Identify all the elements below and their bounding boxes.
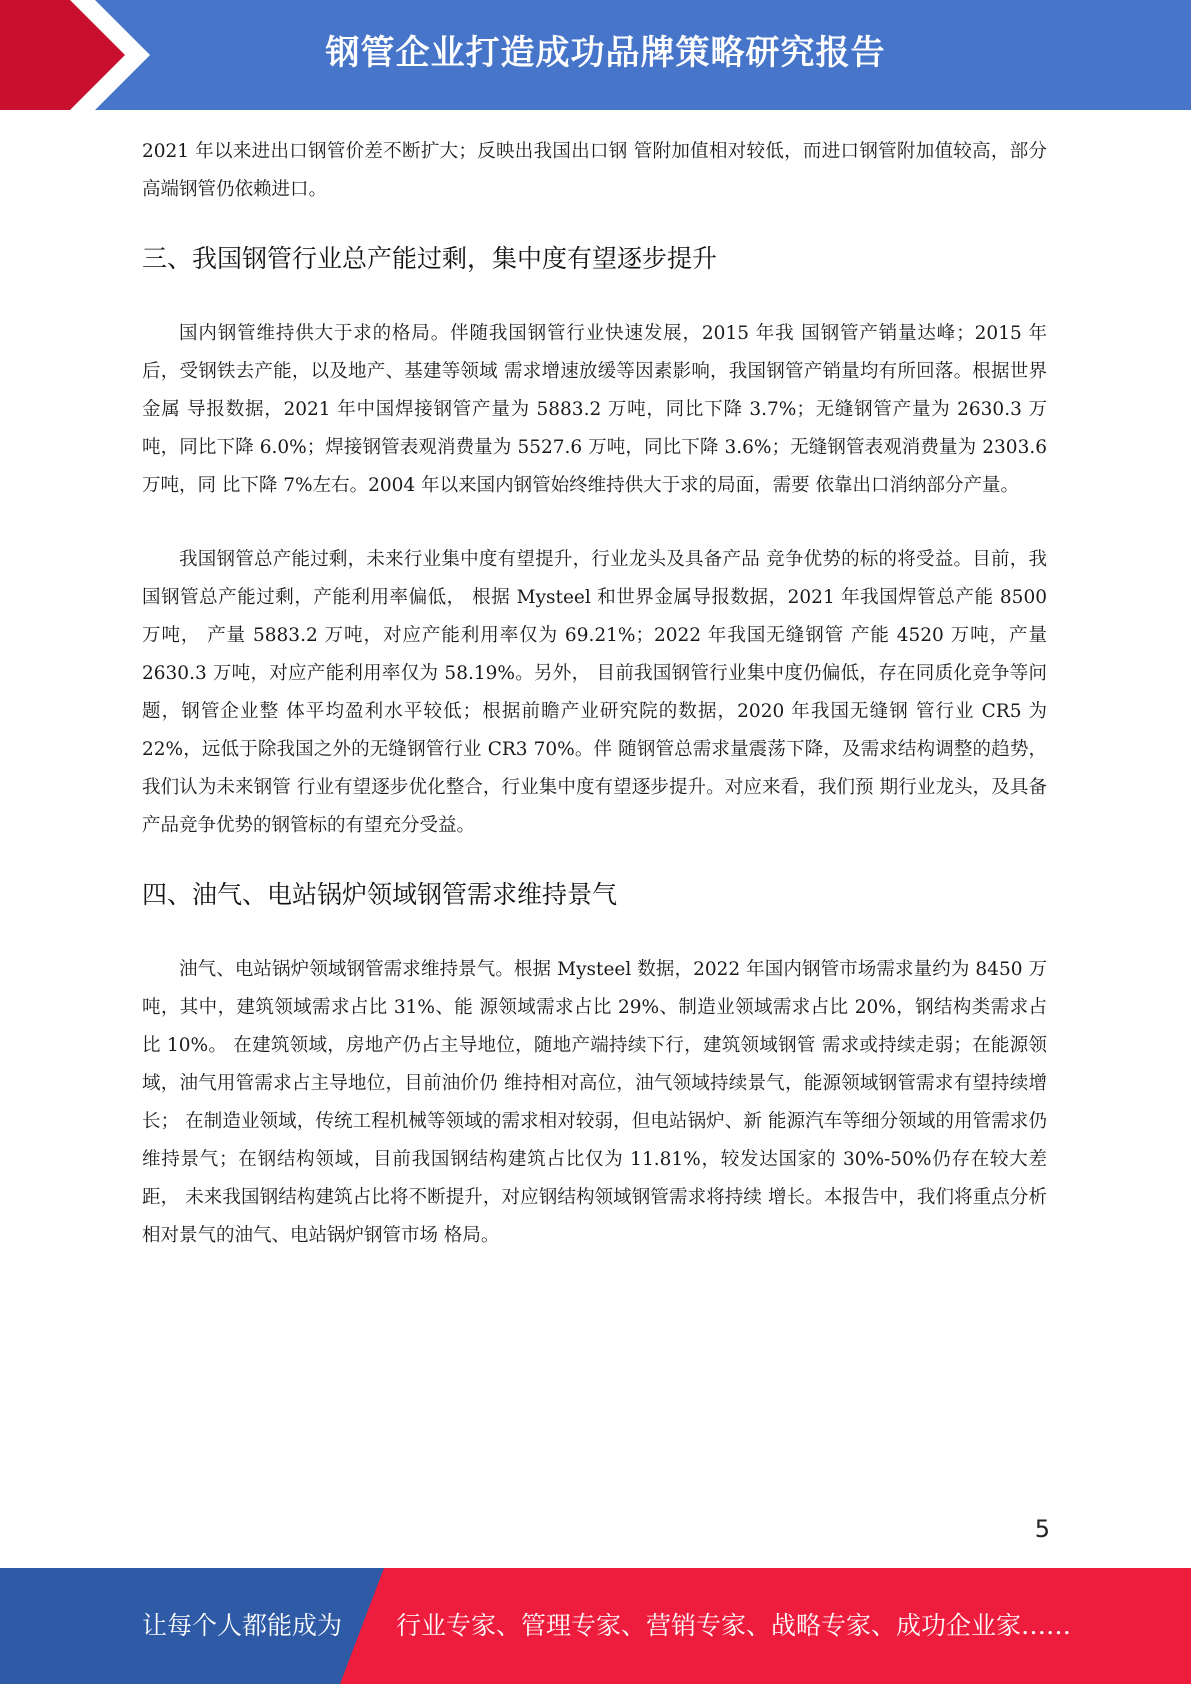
report-header bbox=[0, 0, 1191, 110]
section-4-heading: 四、油气、电站锅炉领域钢管需求维持景气 bbox=[142, 880, 618, 909]
page-body bbox=[142, 133, 1047, 1255]
section-3-heading: 三、我国钢管行业总产能过剩，集中度有望逐步提升 bbox=[142, 244, 718, 273]
intro-paragraph: 2021 年以来进出口钢管价差不断扩大；反映出我国出口钢 管附加值相对较低，而进口钢管附加值较高，部分高端钢管仍依赖进口。 bbox=[142, 141, 1047, 200]
page-number: 5 bbox=[1034, 1515, 1050, 1543]
section-4-paragraph-1: 油气、电站锅炉领域钢管需求维持景气。根据 Mysteel 数据，2022 年国内钢管市场需求量约为 8450 万吨，其中，建筑领域需求占比 31%、能 源领域需求占比 29%、制造业领域需求占比 20%，钢结构类需求占比 10%。 在建筑领域，房地产仍占主导地位，随地产端持续下行，建筑领域钢管 需求或持续走弱；在能源领域，油气用管需求占主导地位，目前油价仍 维持相对高位，油气领域持续景气，能源领域钢管需求有望持续增长； 在制造业领域，传统工程机械等领域的需求相对较弱，但电站锅炉、新 能源汽车等细分领域的用管需求仍维持景气；在钢结构领域，目前我国钢结构建筑占比仅为 11.81%，较发达国家的 30%-50%仍存在较大差距， 未来我国钢结构建筑占比将不断提升，对应钢结构领域钢管需求将持续 增长。本报告中，我们将重点分析相对景气的油气、电站锅炉钢管市场 格局。 bbox=[142, 959, 1047, 1246]
footer-slogan-left: 让每个人都能成为 bbox=[142, 1611, 343, 1640]
report-footer bbox=[0, 1568, 1191, 1684]
section-3-paragraph-2: 我国钢管总产能过剩，未来行业集中度有望提升，行业龙头及具备产品 竞争优势的标的将受益。目前，我国钢管总产能过剩，产能利用率偏低， 根据 Mysteel 和世界金属导报数据，2021 年我国焊管总产能 8500 万吨， 产量 5883.2 万吨，对应产能利用率仅为 69.21%；2022 年我国无缝钢管 产能 4520 万吨，产量 2630.3 万吨，对应产能利用率仅为 58.19%。另外， 目前我国钢管行业集中度仍偏低，存在同质化竞争等问题，钢管企业整 体平均盈利水平较低；根据前瞻产业研究院的数据，2020 年我国无缝钢 管行业 CR5 为 22%，远低于除我国之外的无缝钢管行业 CR3 70%。伴 随钢管总需求量震荡下降，及需求结构调整的趋势，我们认为未来钢管 行业有望逐步优化整合，行业集中度有望逐步提升。对应来看，我们预 期行业龙头，及具备产品竞争优势的钢管标的有望充分受益。 bbox=[142, 549, 1047, 836]
footer-slogan-right: 行业专家、管理专家、营销专家、战略专家、成功企业家…… bbox=[396, 1611, 1072, 1640]
report-title: 钢管企业打造成功品牌策略研究报告 bbox=[325, 33, 886, 73]
section-3-paragraph-1: 国内钢管维持供大于求的格局。伴随我国钢管行业快速发展，2015 年我 国钢管产销量达峰；2015 年后，受钢铁去产能，以及地产、基建等领域 需求增速放缓等因素影响，我国钢管产销量均有所回落。根据世界金属 导报数据，2021 年中国焊接钢管产量为 5883.2 万吨，同比下降 3.7%；无缝钢管产量为 2630.3 万吨，同比下降 6.0%；焊接钢管表观消费量为 5527.6 万吨，同比下降 3.6%；无缝钢管表观消费量为 2303.6 万吨，同 比下降 7%左右。2004 年以来国内钢管始终维持供大于求的局面，需要 依靠出口消纳部分产量。 bbox=[142, 323, 1047, 496]
